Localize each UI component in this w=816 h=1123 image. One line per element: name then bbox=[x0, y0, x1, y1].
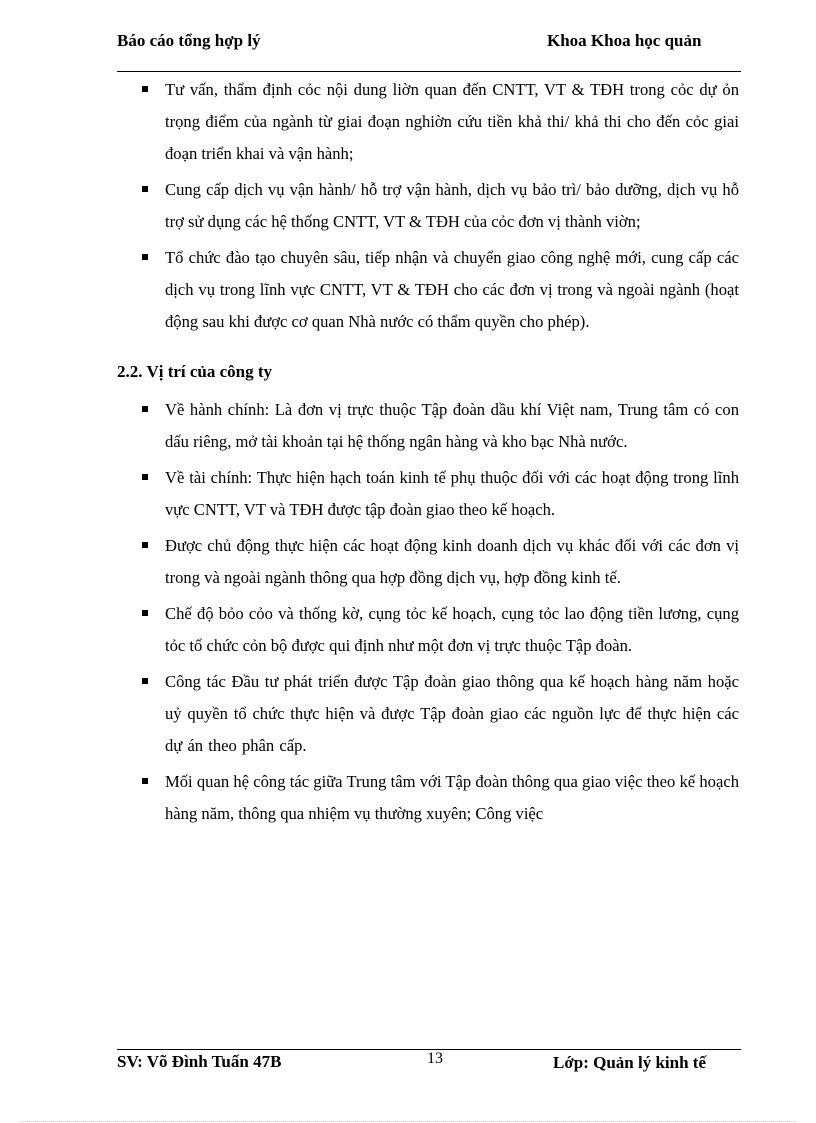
list-item bbox=[117, 598, 739, 662]
list-item bbox=[117, 242, 739, 338]
square-bullet-icon bbox=[142, 474, 148, 480]
page-bottom-border bbox=[20, 1121, 796, 1122]
section-heading: 2.2. Vị trí của công ty bbox=[117, 362, 273, 381]
square-bullet-icon bbox=[142, 778, 148, 784]
header-left-title: Báo cáo tổng hợp lý bbox=[117, 31, 261, 50]
list-item bbox=[117, 394, 739, 458]
square-bullet-icon bbox=[142, 678, 148, 684]
bullet-list-services bbox=[117, 74, 739, 338]
footer-student-name: SV: Võ Đình Tuấn 47B bbox=[117, 1052, 282, 1071]
list-item-text: Tư vấn, thẩm định cỏc nội dung liờn quan đến CNTT, VT & TĐH trong cỏc dự ỏn trọng điểm của ngành từ giai đoạn nghiờn cứu tiền khả thi/ khả thi cho đến cỏc giai đoạn triển khai và vận hành; bbox=[165, 80, 739, 163]
list-item-text: Tổ chức đào tạo chuyên sâu, tiếp nhận và chuyển giao công nghệ mới, cung cấp các dịch vụ trong lĩnh vực CNTT, VT & TĐH cho các đơn vị trong và ngoài ngành (hoạt động sau khi được cơ quan Nhà nước có thẩm quyền cho phép). bbox=[165, 248, 739, 331]
list-item-text: Mối quan hệ công tác giữa Trung tâm với Tập đoàn thông qua giao việc theo kế hoạch hàng năm, thông qua nhiệm vụ thường xuyên; Công việc bbox=[165, 772, 739, 823]
page-number: 13 bbox=[427, 1050, 443, 1067]
list-item-text: Công tác Đầu tư phát triển được Tập đoàn giao thông qua kế hoạch hàng năm hoặc uỷ quyền tổ chức thực hiện và được Tập đoàn giao các nguồn lực để thực hiện các dự án theo phân cấp. bbox=[165, 672, 739, 755]
list-item-text: Về tài chính: Thực hiện hạch toán kinh tế phụ thuộc đối với các hoạt động trong lĩnh vực CNTT, VT và TĐH được tập đoàn giao theo kế hoạch. bbox=[165, 468, 739, 519]
list-item-text: Được chủ động thực hiện các hoạt động kinh doanh dịch vụ khác đối với các đơn vị trong và ngoài ngành thông qua hợp đồng dịch vụ, hợp đồng kinh tế. bbox=[165, 536, 739, 587]
square-bullet-icon bbox=[142, 86, 148, 92]
square-bullet-icon bbox=[142, 186, 148, 192]
list-item-text: Chế độ bỏo cỏo và thống kờ, cụng tỏc kế hoạch, cụng tỏc lao động tiền lương, cụng tỏc tổ chức cỏn bộ được qui định như một đơn vị trực thuộc Tập đoàn. bbox=[165, 604, 739, 655]
list-item bbox=[117, 766, 739, 830]
list-item bbox=[117, 462, 739, 526]
list-item bbox=[117, 666, 739, 762]
list-item bbox=[117, 174, 739, 238]
list-item-text: Về hành chính: Là đơn vị trực thuộc Tập đoàn dầu khí Việt nam, Trung tâm có con dấu riêng, mở tài khoản tại hệ thống ngân hàng và kho bạc Nhà nước. bbox=[165, 400, 739, 451]
list-item bbox=[117, 74, 739, 170]
page-body bbox=[117, 74, 739, 834]
square-bullet-icon bbox=[142, 254, 148, 260]
footer-class-name: Lớp: Quản lý kinh tế bbox=[553, 1053, 707, 1072]
square-bullet-icon bbox=[142, 542, 148, 548]
bullet-list-position bbox=[117, 394, 739, 830]
list-item bbox=[117, 530, 739, 594]
header-right-title: Khoa Khoa học quản bbox=[547, 31, 702, 50]
header-divider bbox=[117, 71, 741, 72]
list-item-text: Cung cấp dịch vụ vận hành/ hỗ trợ vận hành, dịch vụ bảo trì/ bảo dưỡng, dịch vụ hỗ trợ sử dụng các hệ thống CNTT, VT & TĐH của cỏc đơn vị thành viờn; bbox=[165, 180, 739, 231]
square-bullet-icon bbox=[142, 610, 148, 616]
square-bullet-icon bbox=[142, 406, 148, 412]
